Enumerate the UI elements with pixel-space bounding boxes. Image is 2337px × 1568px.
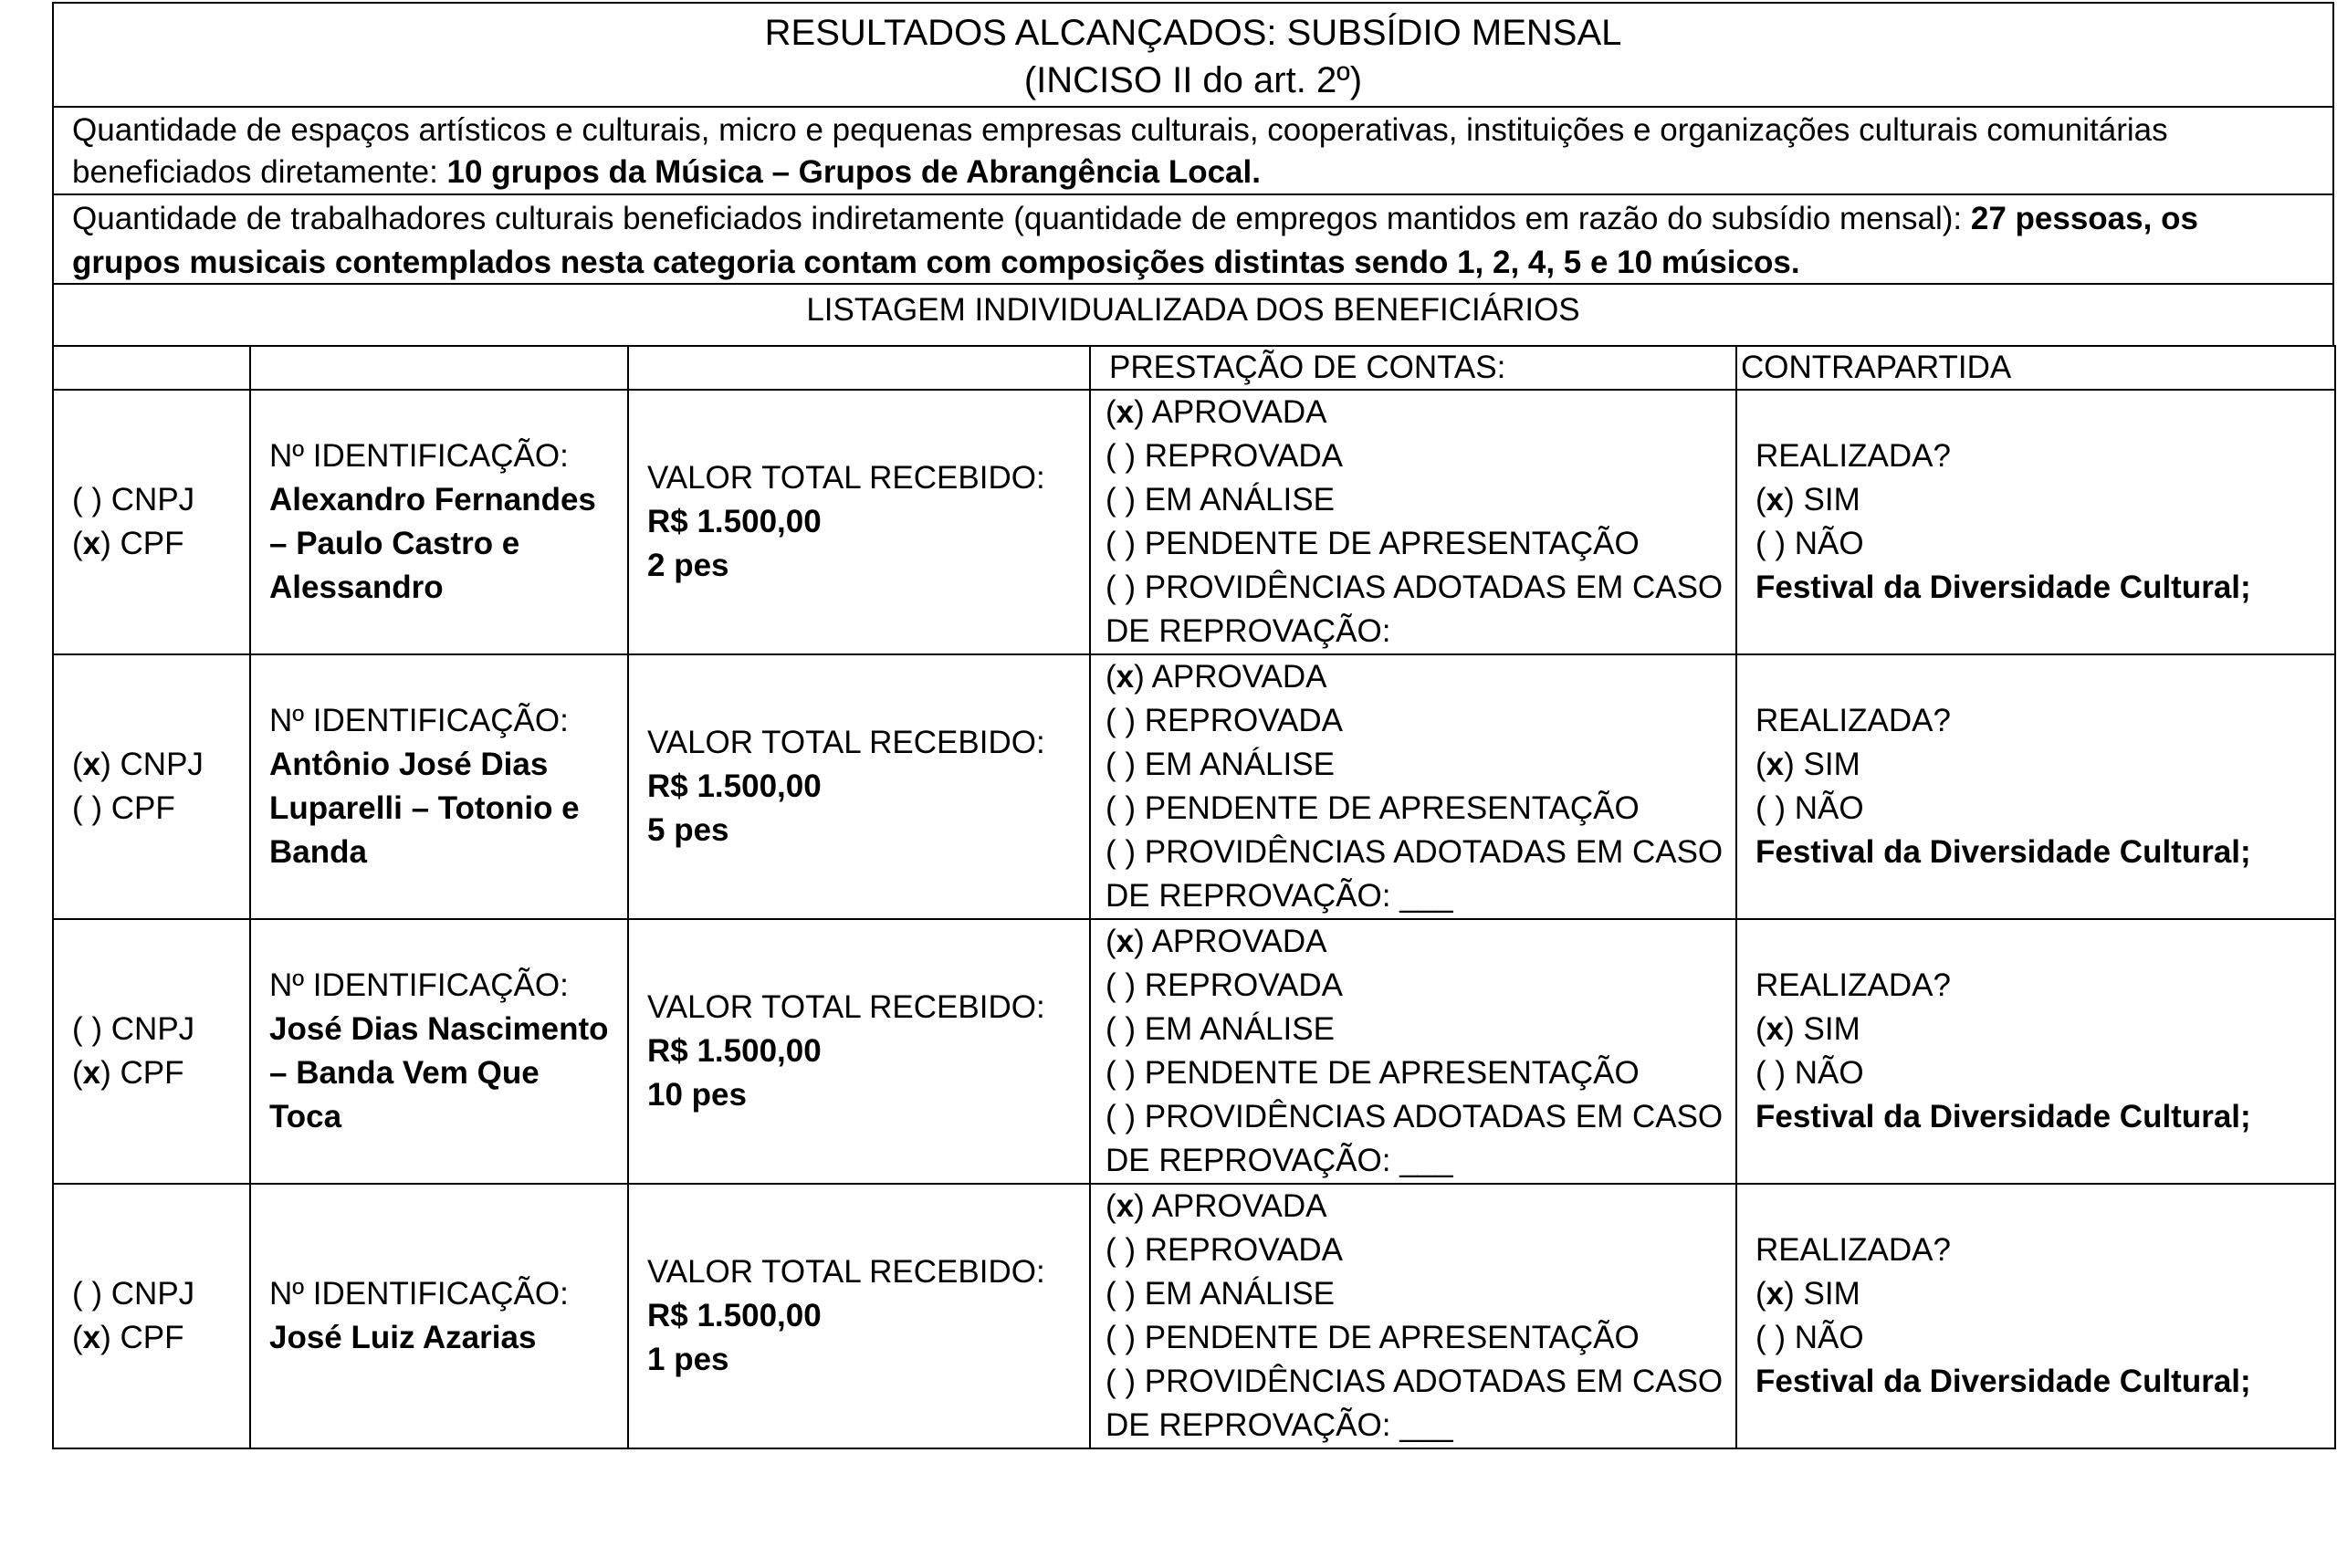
identification-label: Nº IDENTIFICAÇÃO: [269, 1276, 569, 1312]
status-providencias [1106, 1095, 1732, 1139]
pendente-label: PENDENTE DE APRESENTAÇÃO [1144, 790, 1640, 826]
table-row [53, 1184, 2335, 1448]
prestacao-cell [1090, 919, 1736, 1184]
reprovada-label: REPROVADA [1144, 1232, 1343, 1268]
reprovacao-blank: ___ [1399, 1407, 1453, 1443]
reprovada-label: REPROVADA [1144, 438, 1343, 474]
cnpj-option [72, 743, 231, 787]
people-count: 2 pes [647, 548, 729, 583]
identification-cell [250, 1184, 628, 1448]
amount-label: VALOR TOTAL RECEBIDO: [647, 725, 1045, 760]
prestacao-cell [1090, 654, 1736, 919]
status-reprovacao [1106, 1404, 1732, 1448]
amount-cell [628, 919, 1090, 1184]
people-count: 10 pes [647, 1077, 747, 1113]
page-title: RESULTADOS ALCANÇADOS: SUBSÍDIO MENSAL [764, 13, 1622, 53]
reprovacao-blank: ___ [1399, 1143, 1453, 1178]
people-count: 1 pes [647, 1342, 729, 1377]
cpf-option [72, 1316, 231, 1360]
analise-mark: ( ) [1106, 482, 1137, 517]
analise-label: EM ANÁLISE [1144, 747, 1335, 782]
analise-label: EM ANÁLISE [1144, 1276, 1335, 1312]
direct-beneficiaries-value: 10 grupos da Música – Grupos de Abrangência Local. [446, 154, 1261, 190]
cnpj-mark: ( ) [72, 482, 103, 517]
pendente-mark: ( ) [1106, 526, 1137, 561]
prestacao-cell [1090, 1184, 1736, 1448]
status-pendente [1106, 1316, 1732, 1360]
reprovacao-label: DE REPROVAÇÃO: [1106, 1143, 1391, 1178]
status-aprovada [1106, 391, 1732, 434]
cpf-label: CPF [120, 1320, 184, 1355]
pendente-mark: ( ) [1106, 1055, 1137, 1091]
option-sim [1755, 478, 2316, 522]
status-pendente [1106, 787, 1732, 831]
people-count: 5 pes [647, 812, 729, 848]
realizada-label: REALIZADA? [1755, 438, 1951, 474]
status-em-analise [1106, 1008, 1732, 1051]
status-reprovacao [1106, 610, 1732, 653]
reprovada-label: REPROVADA [1144, 967, 1343, 1003]
analise-mark: ( ) [1106, 747, 1137, 782]
cnpj-label: CNPJ [110, 482, 195, 517]
cnpj-mark: ( ) [72, 1011, 103, 1047]
reprovacao-blank: ___ [1399, 878, 1453, 914]
providencias-mark: ( ) [1106, 1099, 1137, 1134]
sim-mark: (x) [1755, 747, 1795, 782]
nao-mark: ( ) [1755, 526, 1787, 561]
nao-label: NÃO [1794, 1055, 1864, 1091]
status-reprovada [1106, 964, 1732, 1008]
cnpj-label: CNPJ [120, 747, 204, 782]
contrapartida-cell [1736, 654, 2335, 919]
realizada-label: REALIZADA? [1755, 703, 1951, 738]
reprovada-mark: ( ) [1106, 703, 1137, 738]
amount-value: R$ 1.500,00 [647, 504, 822, 539]
indirect-beneficiaries-value: 27 pessoas, os grupos musicais contemplados nesta categoria contam com composições distintas sendo 1, 2, 4, 5 e 10 músicos. [72, 201, 2198, 280]
identification-label: Nº IDENTIFICAÇÃO: [269, 703, 569, 738]
reprovacao-label: DE REPROVAÇÃO: [1106, 1407, 1391, 1443]
cnpj-mark: ( ) [72, 1276, 103, 1312]
aprovada-label: APROVADA [1151, 924, 1327, 959]
nao-mark: ( ) [1755, 790, 1787, 826]
beneficiary-name: Antônio José Dias Luparelli – Totonio e Banda [269, 747, 580, 870]
table-row [53, 654, 2335, 919]
nao-label: NÃO [1794, 1320, 1864, 1355]
table-row [53, 919, 2335, 1184]
sim-label: SIM [1803, 747, 1860, 782]
pendente-label: PENDENTE DE APRESENTAÇÃO [1144, 1055, 1640, 1091]
status-providencias [1106, 831, 1732, 874]
identification-cell [250, 919, 628, 1184]
status-aprovada [1106, 920, 1732, 964]
status-providencias [1106, 566, 1732, 610]
beneficiaries-table [52, 345, 2336, 1449]
option-nao [1755, 1051, 2316, 1095]
realizada-label: REALIZADA? [1755, 1232, 1951, 1268]
identification-cell [250, 654, 628, 919]
amount-cell [628, 390, 1090, 654]
identification-label: Nº IDENTIFICAÇÃO: [269, 438, 569, 474]
header-cell-document-type [53, 346, 250, 390]
cnpj-option [72, 1008, 231, 1051]
cpf-label: CPF [120, 526, 184, 561]
providencias-label: PROVIDÊNCIAS ADOTADAS EM CASO [1144, 1099, 1724, 1134]
analise-mark: ( ) [1106, 1011, 1137, 1047]
identification-label: Nº IDENTIFICAÇÃO: [269, 967, 569, 1003]
providencias-mark: ( ) [1106, 834, 1137, 870]
status-reprovada [1106, 434, 1732, 478]
table-row [53, 390, 2335, 654]
status-em-analise [1106, 743, 1732, 787]
analise-label: EM ANÁLISE [1144, 1011, 1335, 1047]
option-sim [1755, 743, 2316, 787]
nao-mark: ( ) [1755, 1055, 1787, 1091]
realizada-label: REALIZADA? [1755, 967, 1951, 1003]
option-sim [1755, 1008, 2316, 1051]
event-name: Festival da Diversidade Cultural; [1755, 1099, 2251, 1134]
contrapartida-cell [1736, 919, 2335, 1184]
beneficiary-name: José Dias Nascimento – Banda Vem Que Toca [269, 1011, 609, 1134]
document-type-cell [53, 654, 250, 919]
nao-mark: ( ) [1755, 1320, 1787, 1355]
cnpj-option [72, 1272, 231, 1316]
contrapartida-cell [1736, 1184, 2335, 1448]
status-reprovada [1106, 699, 1732, 743]
status-aprovada [1106, 655, 1732, 699]
contrapartida-cell [1736, 390, 2335, 654]
pendente-label: PENDENTE DE APRESENTAÇÃO [1144, 1320, 1640, 1355]
amount-value: R$ 1.500,00 [647, 768, 822, 804]
document-type-cell [53, 919, 250, 1184]
event-name: Festival da Diversidade Cultural; [1755, 570, 2251, 605]
cpf-option [72, 522, 231, 566]
amount-value: R$ 1.500,00 [647, 1033, 822, 1069]
beneficiary-name: Alexandro Fernandes – Paulo Castro e Alessandro [269, 482, 596, 605]
pendente-mark: ( ) [1106, 1320, 1137, 1355]
reprovacao-label: DE REPROVAÇÃO: [1106, 878, 1391, 914]
status-pendente [1106, 1051, 1732, 1095]
status-reprovacao [1106, 1139, 1732, 1183]
table-header-row [53, 346, 2335, 390]
results-document [52, 2, 2334, 1449]
status-aprovada [1106, 1185, 1732, 1228]
option-sim [1755, 1272, 2316, 1316]
aprovada-label: APROVADA [1151, 659, 1327, 695]
sim-label: SIM [1803, 1276, 1860, 1312]
status-pendente [1106, 522, 1732, 566]
providencias-label: PROVIDÊNCIAS ADOTADAS EM CASO [1144, 1364, 1724, 1399]
providencias-mark: ( ) [1106, 1364, 1137, 1399]
amount-label: VALOR TOTAL RECEBIDO: [647, 1254, 1045, 1290]
cpf-mark: (x) [72, 1320, 111, 1355]
providencias-label: PROVIDÊNCIAS ADOTADAS EM CASO [1144, 570, 1724, 605]
aprovada-label: APROVADA [1151, 394, 1327, 430]
option-nao [1755, 1316, 2316, 1360]
title-block [52, 2, 2334, 106]
sim-label: SIM [1803, 1011, 1860, 1047]
aprovada-mark: (x) [1106, 1188, 1145, 1224]
cpf-mark: (x) [72, 526, 111, 561]
direct-beneficiaries-paragraph [52, 106, 2334, 193]
amount-value: R$ 1.500,00 [647, 1298, 822, 1333]
reprovacao-label: DE REPROVAÇÃO: [1106, 613, 1391, 649]
header-cell-amount [628, 346, 1090, 390]
cpf-option [72, 787, 231, 831]
amount-cell [628, 654, 1090, 919]
aprovada-mark: (x) [1106, 394, 1145, 430]
nao-label: NÃO [1794, 526, 1864, 561]
header-prestacao-de-contas: PRESTAÇÃO DE CONTAS: [1090, 346, 1736, 390]
status-em-analise [1106, 478, 1732, 522]
pendente-label: PENDENTE DE APRESENTAÇÃO [1144, 526, 1640, 561]
option-nao [1755, 522, 2316, 566]
amount-cell [628, 1184, 1090, 1448]
amount-label: VALOR TOTAL RECEBIDO: [647, 989, 1045, 1025]
providencias-mark: ( ) [1106, 570, 1137, 605]
event-name: Festival da Diversidade Cultural; [1755, 1364, 2251, 1399]
analise-label: EM ANÁLISE [1144, 482, 1335, 517]
cpf-mark: (x) [72, 1055, 111, 1091]
direct-beneficiaries-text: Quantidade de espaços artísticos e culturais, micro e pequenas empresas culturais, cooperativas, instituições e organizações culturais comunitárias beneficiados diretamente: [72, 112, 2168, 190]
amount-label: VALOR TOTAL RECEBIDO: [647, 460, 1045, 496]
sim-label: SIM [1803, 482, 1860, 517]
option-nao [1755, 787, 2316, 831]
nao-label: NÃO [1794, 790, 1864, 826]
cnpj-label: CNPJ [110, 1011, 195, 1047]
cpf-label: CPF [110, 790, 175, 826]
beneficiary-name: José Luiz Azarias [269, 1320, 537, 1355]
providencias-label: PROVIDÊNCIAS ADOTADAS EM CASO [1144, 834, 1724, 870]
sim-mark: (x) [1755, 482, 1795, 517]
cpf-label: CPF [120, 1055, 184, 1091]
identification-cell [250, 390, 628, 654]
header-cell-identification [250, 346, 628, 390]
reprovada-mark: ( ) [1106, 438, 1137, 474]
status-reprovada [1106, 1228, 1732, 1272]
status-providencias [1106, 1360, 1732, 1404]
sim-mark: (x) [1755, 1276, 1795, 1312]
aprovada-mark: (x) [1106, 924, 1145, 959]
document-type-cell [53, 390, 250, 654]
header-contrapartida: CONTRAPARTIDA [1736, 346, 2335, 390]
cpf-option [72, 1051, 231, 1095]
indirect-beneficiaries-text: Quantidade de trabalhadores culturais beneficiados indiretamente (quantidade de empregos mantidos em razão do subsídio mensal): [72, 201, 1971, 236]
status-em-analise [1106, 1272, 1732, 1316]
pendente-mark: ( ) [1106, 790, 1137, 826]
sim-mark: (x) [1755, 1011, 1795, 1047]
indirect-beneficiaries-paragraph [52, 193, 2334, 283]
page-subtitle: (INCISO II do art. 2º) [1023, 60, 1363, 100]
cnpj-mark: (x) [72, 747, 111, 782]
reprovada-mark: ( ) [1106, 967, 1137, 1003]
analise-mark: ( ) [1106, 1276, 1137, 1312]
prestacao-cell [1090, 390, 1736, 654]
aprovada-label: APROVADA [1151, 1188, 1327, 1224]
event-name: Festival da Diversidade Cultural; [1755, 834, 2251, 870]
aprovada-mark: (x) [1106, 659, 1145, 695]
reprovada-mark: ( ) [1106, 1232, 1137, 1268]
reprovada-label: REPROVADA [1144, 703, 1343, 738]
cnpj-option [72, 478, 231, 522]
listing-title: LISTAGEM INDIVIDUALIZADA DOS BENEFICIÁRIOS [52, 283, 2334, 345]
cpf-mark: ( ) [72, 790, 103, 826]
cnpj-label: CNPJ [110, 1276, 195, 1312]
status-reprovacao [1106, 874, 1732, 918]
document-type-cell [53, 1184, 250, 1448]
